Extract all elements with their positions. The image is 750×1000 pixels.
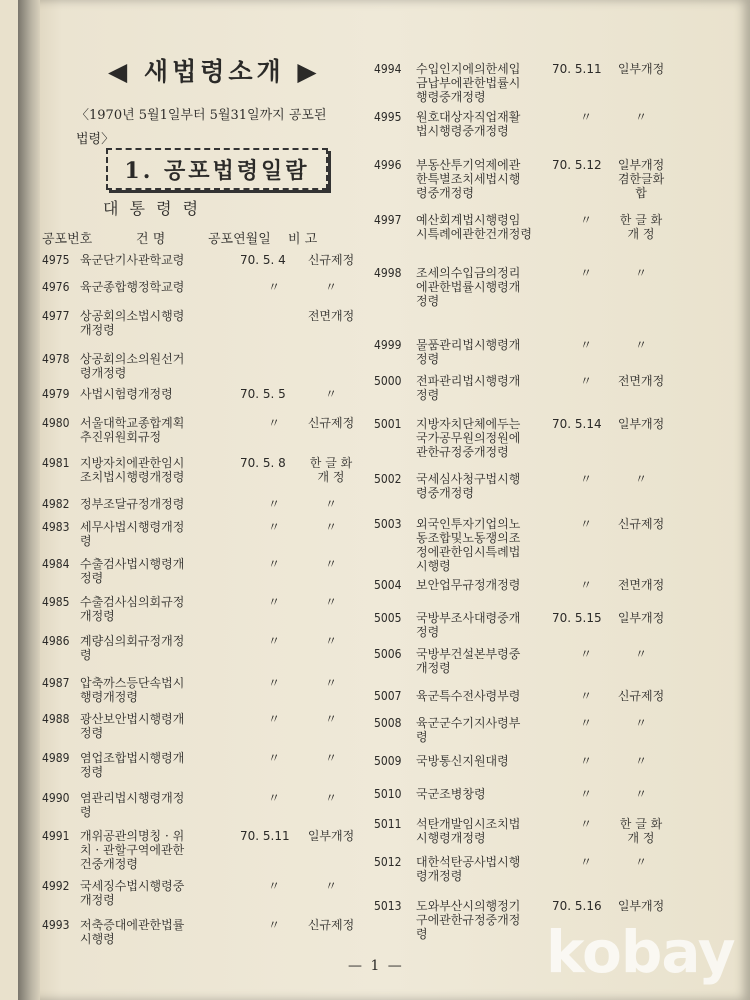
law-number: 4976 bbox=[42, 280, 70, 294]
watermark-logo: kobay bbox=[546, 918, 735, 986]
law-number: 5010 bbox=[374, 787, 402, 801]
law-name: 광산보안법시행령개 정령 bbox=[80, 712, 185, 740]
remark: 〃 bbox=[324, 791, 337, 805]
law-number: 4995 bbox=[374, 110, 402, 124]
page-title: ◀ 새법령소개 ▶ bbox=[108, 57, 321, 86]
remark: 〃 bbox=[324, 634, 337, 648]
law-number: 4998 bbox=[374, 266, 402, 280]
law-number: 4980 bbox=[42, 416, 70, 430]
law-name: 석탄개발임시조치법 시행령개정령 bbox=[416, 817, 521, 845]
document-page bbox=[18, 0, 750, 1000]
remark: 〃 bbox=[324, 595, 337, 609]
law-number: 5012 bbox=[374, 855, 402, 869]
law-number: 5011 bbox=[374, 817, 402, 831]
promulgation-date: 〃 bbox=[268, 497, 281, 511]
promulgation-date: 70. 5.16 bbox=[552, 899, 602, 913]
subsection-heading: 대 통 령 령 bbox=[103, 199, 202, 218]
law-name: 사법시험령개정령 bbox=[80, 387, 173, 401]
law-number: 4982 bbox=[42, 497, 70, 511]
law-name: 부동산투기억제에관 한특별조치세법시행 령중개정령 bbox=[416, 158, 521, 200]
remark: 〃 bbox=[324, 280, 337, 294]
law-number: 5006 bbox=[374, 647, 402, 661]
law-number: 5003 bbox=[374, 517, 402, 531]
promulgation-date: 〃 bbox=[268, 751, 281, 765]
remark: 일부개정 bbox=[617, 611, 665, 625]
remark: 일부개정 bbox=[617, 899, 665, 913]
law-name: 국방부건설본부령중 개정령 bbox=[416, 647, 521, 675]
law-name: 대한석탄공사법시행 령개정령 bbox=[416, 855, 521, 883]
law-name: 육군단기사관학교령 bbox=[80, 253, 185, 267]
law-name: 정부조달규정개정령 bbox=[80, 497, 185, 511]
remark: 신규제정 bbox=[307, 918, 355, 932]
promulgation-date: 70. 5.11 bbox=[240, 829, 290, 843]
promulgation-date: 〃 bbox=[268, 634, 281, 648]
law-name: 전파관리법시행령개 정령 bbox=[416, 374, 521, 402]
law-number: 4990 bbox=[42, 791, 70, 805]
promulgation-date: 〃 bbox=[580, 578, 593, 592]
law-number: 5013 bbox=[374, 899, 402, 913]
promulgation-date: 〃 bbox=[580, 689, 593, 703]
law-number: 4996 bbox=[374, 158, 402, 172]
law-name: 육군특수전사령부령 bbox=[416, 689, 521, 703]
remark: 〃 bbox=[634, 338, 647, 352]
law-name: 염관리법시행령개정 령 bbox=[80, 791, 185, 819]
law-name: 물품관리법시행령개 정령 bbox=[416, 338, 521, 366]
period-note-line1: 〈1970년 5월1일부터 5월31일까지 공포된 bbox=[76, 108, 327, 123]
promulgation-date: 〃 bbox=[268, 791, 281, 805]
law-name: 원호대상자직업재활 법시행령중개정령 bbox=[416, 110, 521, 138]
remark: 〃 bbox=[324, 879, 337, 893]
law-name: 외국인투자기업의노 동조합및노동쟁의조 정에관한임시특례법 시행령 bbox=[416, 517, 521, 573]
law-number: 5009 bbox=[374, 754, 402, 768]
law-number: 4979 bbox=[42, 387, 70, 401]
remark: 〃 bbox=[634, 647, 647, 661]
law-number: 5005 bbox=[374, 611, 402, 625]
promulgation-date: 70. 5. 4 bbox=[240, 253, 286, 267]
law-number: 4981 bbox=[42, 456, 70, 470]
law-name: 지방자치에관한임시 조치법시행령개정령 bbox=[80, 456, 185, 484]
period-note-line2: 법령〉 bbox=[76, 132, 115, 147]
law-name: 예산회계법시행령임 시특례에관한건개정령 bbox=[416, 213, 532, 241]
promulgation-date: 70. 5. 5 bbox=[240, 387, 286, 401]
promulgation-date: 〃 bbox=[580, 517, 593, 531]
law-number: 4993 bbox=[42, 918, 70, 932]
law-number: 4986 bbox=[42, 634, 70, 648]
law-name: 지방자치단체에두는 국가공무원의정원에 관한규정중개정령 bbox=[416, 417, 521, 459]
remark: 일부개정 bbox=[307, 829, 355, 843]
remark: 〃 bbox=[634, 266, 647, 280]
law-name: 국세징수법시행령중 개정령 bbox=[80, 879, 185, 907]
law-name: 도와부산시의행정기 구에관한규정중개정 령 bbox=[416, 899, 521, 941]
law-number: 4988 bbox=[42, 712, 70, 726]
column-header-remark: 비 고 bbox=[288, 232, 318, 247]
law-number: 5008 bbox=[374, 716, 402, 730]
remark: 〃 bbox=[634, 855, 647, 869]
law-name: 상공회의소의원선거 령개정령 bbox=[80, 352, 185, 380]
remark: 〃 bbox=[634, 472, 647, 486]
law-name: 상공회의소법시행령 개정령 bbox=[80, 309, 185, 337]
promulgation-date: 〃 bbox=[580, 716, 593, 730]
promulgation-date: 〃 bbox=[580, 817, 593, 831]
promulgation-date: 〃 bbox=[580, 787, 593, 801]
promulgation-date: 〃 bbox=[580, 754, 593, 768]
law-number: 5002 bbox=[374, 472, 402, 486]
law-number: 4991 bbox=[42, 829, 70, 843]
law-number: 4987 bbox=[42, 676, 70, 690]
law-number: 4984 bbox=[42, 557, 70, 571]
promulgation-date: 〃 bbox=[580, 338, 593, 352]
remark: 〃 bbox=[634, 110, 647, 124]
remark: 한 글 화 개 정 bbox=[309, 456, 353, 484]
promulgation-date: 〃 bbox=[268, 918, 281, 932]
remark: 〃 bbox=[634, 716, 647, 730]
law-number: 4978 bbox=[42, 352, 70, 366]
promulgation-date: 70. 5. 8 bbox=[240, 456, 286, 470]
law-number: 4977 bbox=[42, 309, 70, 323]
remark: 〃 bbox=[324, 676, 337, 690]
promulgation-date: 〃 bbox=[580, 213, 593, 227]
remark: 〃 bbox=[634, 787, 647, 801]
column-header-name: 건 명 bbox=[136, 232, 166, 247]
law-name: 수출검사심의회규정 개정령 bbox=[80, 595, 185, 623]
remark: 일부개정 bbox=[617, 62, 665, 76]
law-name: 수출검사법시행령개 정령 bbox=[80, 557, 185, 585]
promulgation-date: 〃 bbox=[580, 374, 593, 388]
law-name: 국군조병창령 bbox=[416, 787, 486, 801]
remark: 한 글 화 개 정 bbox=[619, 213, 663, 241]
law-name: 서울대학교종합계획 추진위원회규정 bbox=[80, 416, 185, 444]
law-name: 국방부조사대령중개 정령 bbox=[416, 611, 521, 639]
law-number: 4994 bbox=[374, 62, 402, 76]
remark: 신규제정 bbox=[307, 253, 355, 267]
promulgation-date: 〃 bbox=[268, 520, 281, 534]
remark: 신규제정 bbox=[617, 689, 665, 703]
promulgation-date: 70. 5.12 bbox=[552, 158, 602, 172]
law-name: 개위공관의명칭 · 위 치 · 관할구역에관한 건중개정령 bbox=[80, 829, 185, 871]
law-name: 세무사법시행령개정 령 bbox=[80, 520, 185, 548]
law-name: 보안업무규정개정령 bbox=[416, 578, 521, 592]
law-number: 4985 bbox=[42, 595, 70, 609]
promulgation-date: 〃 bbox=[268, 676, 281, 690]
promulgation-date: 70. 5.14 bbox=[552, 417, 602, 431]
promulgation-date: 〃 bbox=[268, 712, 281, 726]
law-name: 계량심의회규정개정 령 bbox=[80, 634, 185, 662]
column-header-number: 공포번호 bbox=[42, 232, 93, 247]
law-name: 육군종합행정학교령 bbox=[80, 280, 185, 294]
remark: 신규제정 bbox=[617, 517, 665, 531]
remark: 전면개정 bbox=[617, 578, 665, 592]
law-number: 4997 bbox=[374, 213, 402, 227]
promulgation-date: 〃 bbox=[268, 416, 281, 430]
law-name: 저축증대에관한법률 시행령 bbox=[80, 918, 185, 946]
remark: 〃 bbox=[324, 712, 337, 726]
remark: 〃 bbox=[324, 751, 337, 765]
law-name: 수입인지에의한세입 금납부에관한법률시 행령중개정령 bbox=[416, 62, 521, 104]
law-name: 조세의수입금의정리 에관한법률시행령개 정령 bbox=[416, 266, 521, 308]
promulgation-date: 70. 5.11 bbox=[552, 62, 602, 76]
promulgation-date: 〃 bbox=[580, 855, 593, 869]
section-heading: 1. 공포법령일람 bbox=[106, 148, 328, 190]
promulgation-date: 〃 bbox=[580, 110, 593, 124]
law-number: 5000 bbox=[374, 374, 402, 388]
remark: 〃 bbox=[324, 387, 337, 401]
law-name: 염업조합법시행령개 정령 bbox=[80, 751, 185, 779]
law-number: 4983 bbox=[42, 520, 70, 534]
book-spine bbox=[18, 0, 40, 1000]
remark: 일부개정 겸한글화 합 bbox=[617, 158, 665, 200]
promulgation-date: 70. 5.15 bbox=[552, 611, 602, 625]
promulgation-date: 〃 bbox=[268, 557, 281, 571]
law-name: 육군군수기지사령부 령 bbox=[416, 716, 521, 744]
law-name: 국세심사청구법시행 령중개정령 bbox=[416, 472, 521, 500]
remark: 〃 bbox=[324, 520, 337, 534]
period-note bbox=[76, 104, 376, 152]
remark: 전면개정 bbox=[617, 374, 665, 388]
promulgation-date: 〃 bbox=[580, 647, 593, 661]
remark: 신규제정 bbox=[307, 416, 355, 430]
law-name: 압축까스등단속법시 행령개정령 bbox=[80, 676, 185, 704]
law-number: 5007 bbox=[374, 689, 402, 703]
promulgation-date: 〃 bbox=[580, 266, 593, 280]
promulgation-date: 〃 bbox=[268, 879, 281, 893]
promulgation-date: 〃 bbox=[268, 280, 281, 294]
page-number: — 1 — bbox=[348, 958, 404, 974]
law-number: 4999 bbox=[374, 338, 402, 352]
remark: 전면개정 bbox=[307, 309, 355, 323]
column-header-date: 공포연월일 bbox=[208, 232, 271, 247]
remark: 한 글 화 개 정 bbox=[619, 817, 663, 845]
remark: 〃 bbox=[324, 557, 337, 571]
remark: 〃 bbox=[634, 754, 647, 768]
remark: 일부개정 bbox=[617, 417, 665, 431]
law-number: 4989 bbox=[42, 751, 70, 765]
law-number: 5001 bbox=[374, 417, 402, 431]
remark: 〃 bbox=[324, 497, 337, 511]
promulgation-date: 〃 bbox=[580, 472, 593, 486]
law-number: 4992 bbox=[42, 879, 70, 893]
law-name: 국방통신지원대령 bbox=[416, 754, 509, 768]
law-number: 5004 bbox=[374, 578, 402, 592]
law-number: 4975 bbox=[42, 253, 70, 267]
promulgation-date: 〃 bbox=[268, 595, 281, 609]
